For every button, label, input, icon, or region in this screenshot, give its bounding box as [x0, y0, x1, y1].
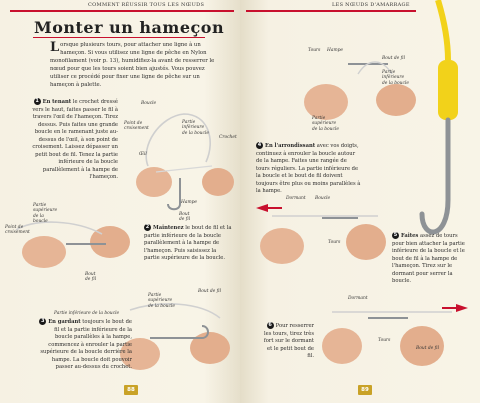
drop-cap: L: [50, 40, 60, 55]
left-hand: [304, 84, 348, 120]
step-5-illustration: [252, 194, 412, 280]
step-4: [256, 142, 362, 196]
step-lead: Faites: [401, 233, 419, 239]
running-head-left: COMMENT RÉUSSIR TOUS LES NŒUDS: [88, 2, 205, 8]
step-lead: En l'arrondissant: [265, 143, 316, 149]
label-partie-inferieure: Partie inférieure de la boucle: [182, 120, 209, 136]
label-bout-de-fil: Bout de fil: [179, 212, 191, 223]
step-lead: En gardant: [48, 319, 81, 325]
rope-whipping: [438, 60, 458, 120]
step-6: [260, 322, 314, 361]
right-hand: [376, 84, 416, 116]
left-hand: [322, 328, 362, 364]
step-number: 3: [40, 318, 45, 324]
title-rule: [33, 37, 205, 38]
page-number-left: 88: [124, 385, 138, 395]
label-dormant: Dormant: [348, 296, 368, 301]
label-bout-de-fil: Bout de fil: [198, 289, 221, 294]
label-bout-de-fil: Bout de fil: [416, 346, 439, 351]
rope: [438, 0, 448, 60]
header-rule: [10, 10, 234, 12]
label-hampe: Hampe: [181, 200, 198, 205]
right-hand: [190, 332, 230, 364]
label-oeil: Œil: [139, 152, 147, 157]
step-3: [36, 318, 132, 372]
label-partie-inferieure: Partie inférieure de la boucle: [382, 70, 409, 86]
right-page: [240, 0, 480, 403]
arrow-left-icon: [256, 204, 268, 212]
step-text: assez de tours pour bien attacher la partie inférieure de la boucle et le bout de fil à la hampe de l'hameçon. Tirez sur le dormant pour serrer la boucle.: [392, 233, 465, 285]
label-point-croisement: Point de croisement: [124, 121, 149, 132]
page-number-right: 89: [358, 385, 372, 395]
label-boucle: Boucle: [315, 196, 331, 201]
label-tours: Tours: [378, 338, 391, 343]
label-partie-superieure: Partie supérieure de la boucle: [148, 293, 175, 309]
step-number: 4: [257, 142, 262, 148]
step-text: le crochet dressé vers le haut, faites passer le fil à travers l'œil de l'hameçon. Tirez dessus. Puis faites une grande boucle en le ramenant juste au-dessus de l'œil, à son point de croisement. Laissez dépasser un petit bout de fil. Tenez la partie inférieure de la boucle parallèlement à la hampe de l'hameçon.: [32, 99, 118, 181]
left-hand: [22, 236, 66, 268]
label-point-croisement: Point de croisement: [5, 225, 30, 236]
step-1-illustration: [120, 96, 240, 206]
page-title: Monter un hameçon: [34, 18, 225, 37]
header-rule: [246, 10, 416, 12]
label-partie-superieure: Partie supérieure de la boucle: [312, 116, 339, 132]
step-4-illustration: [288, 44, 438, 140]
step-2: [144, 224, 232, 263]
label-bout-de-fil: Bout de fil: [382, 56, 405, 61]
step-1: [26, 98, 118, 182]
step-lead: Maintenez: [153, 225, 184, 231]
left-hand: [260, 228, 304, 264]
step-text: Pour resserrer les tours, tirez très fort sur le dormant et le petit bout de fil.: [263, 323, 314, 360]
label-tours: Tours: [308, 48, 321, 53]
step-text: le bout de fil et la partie inférieure de la boucle parallèlement à la hampe de l'hameçon. Puis saisissez la partie supérieure de la boucle.: [144, 225, 232, 262]
step-number: 6: [268, 322, 272, 328]
label-hampe: Hampe: [327, 48, 344, 53]
label-tours: Tours: [328, 240, 341, 245]
label-boucle: Boucle: [141, 101, 157, 106]
step-2-illustration: [6, 200, 140, 290]
intro-text: orsque plusieurs tours, pour attacher une ligne à un hameçon. Si vous utilisez une ligne de pêche en Nylon monofilament (voir p. 13), humidifiez-la avant de resserrer le nœud pour que les tours soient bien ajustés. Vous pouvez utiliser ce procédé pour fixer une ligne de pêche sur un hameçon à palette.: [50, 42, 215, 88]
step-number: 1: [35, 98, 39, 104]
right-hand: [346, 224, 386, 260]
arrow-right-icon: [456, 304, 468, 312]
step-number: 5: [393, 232, 398, 238]
left-hand: [136, 167, 172, 197]
step-text: toujours le bout de fil et la partie inférieure de la boucle parallèles à la hampe, commencez à enrouler la partie supérieure de la boucle derrière la hampe. La boucle doit pouvoir passer au-dessus du crochet.: [40, 319, 132, 371]
running-head-right: LES NŒUDS D'AMARRAGE: [332, 2, 410, 8]
step-5: [392, 232, 470, 286]
label-crochet: Crochet: [219, 135, 237, 140]
label-partie-inferieure: Partie inférieure de la boucle: [54, 311, 120, 316]
label-partie-superieure: Partie supérieure de la boucle: [33, 203, 58, 224]
right-hand: [202, 168, 234, 196]
step-6-illustration: [312, 292, 472, 378]
label-bout-de-fil: Bout de fil: [85, 272, 97, 283]
intro-paragraph: [50, 42, 220, 90]
step-lead: En tenant: [42, 99, 72, 105]
label-dormant: Dormant: [286, 196, 306, 201]
step-number: 2: [145, 224, 150, 230]
step-text: avec vos doigts, continuez à enrouler la boucle autour de la hampe. Faites une rangée de tours réguliers. La partie inférieure de la boucle et le bout de fil doivent toujours être plus ou moins parallèles à la hampe.: [256, 143, 361, 195]
